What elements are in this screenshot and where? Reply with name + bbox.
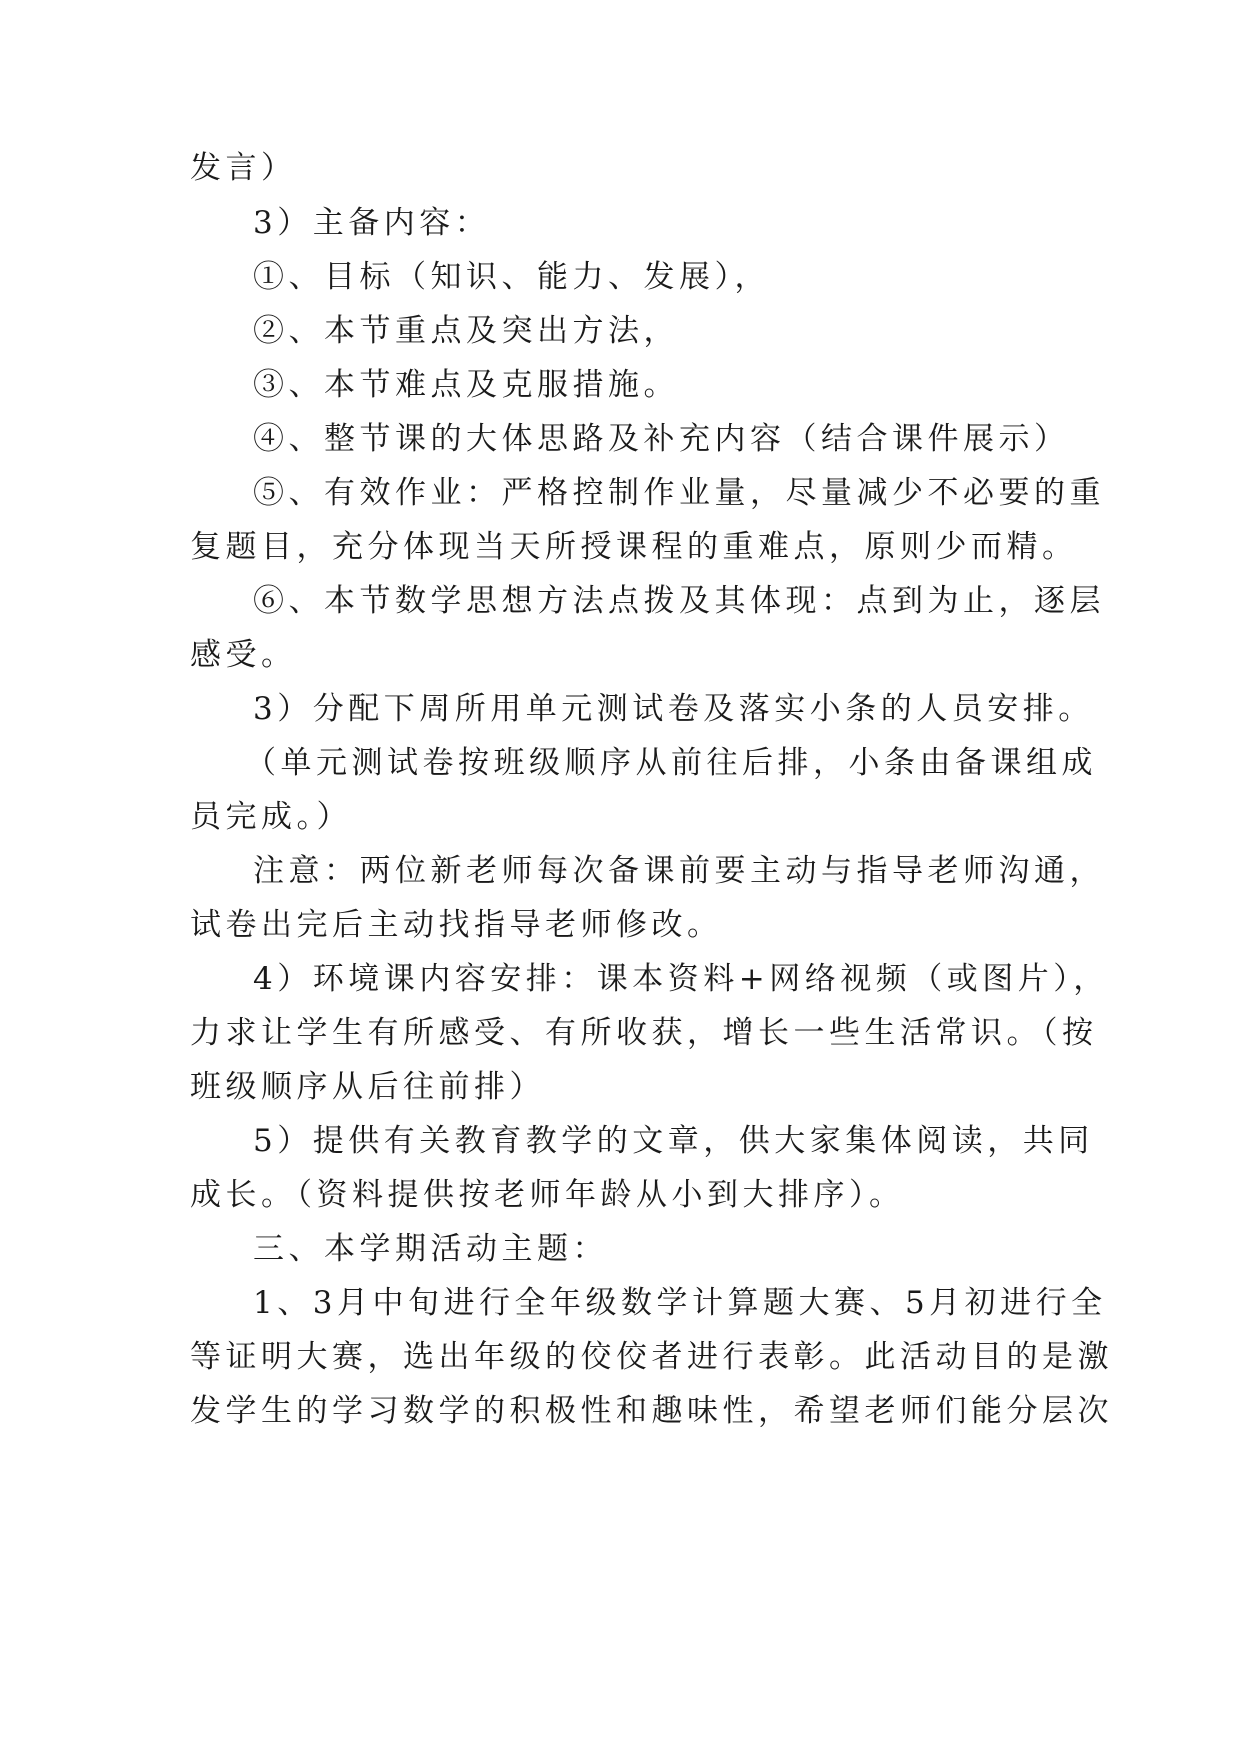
paragraph-line: （单元测试卷按班级顺序从前往后排，小条由备课组成 — [245, 745, 1097, 781]
note-line: 注意：两位新老师每次备课前要主动与指导老师沟通， — [253, 853, 1105, 889]
note-line: 试卷出完后主动找指导老师修改。 — [190, 907, 723, 943]
paragraph-line: 员完成。） — [190, 799, 352, 835]
paragraph-line: 发言） — [190, 150, 297, 186]
paragraph-line: 4）环境课内容安排：课本资料+网络视频（或图片）， — [253, 961, 1109, 997]
paragraph-line: 力求让学生有所感受、有所收获，增长一些生活常识。（按 — [190, 1015, 1098, 1051]
paragraph-line: 5）提供有关教育教学的文章，供大家集体阅读，共同 — [253, 1123, 1094, 1159]
paragraph-line: 3）分配下周所用单元测试卷及落实小条的人员安排。 — [253, 691, 1094, 727]
list-item-math-thinking: ⑥、本节数学思想方法点拨及其体现：点到为止，逐层 — [253, 583, 1105, 619]
paragraph-line: 感受。 — [190, 637, 297, 673]
list-item-key-points: ②、本节重点及突出方法， — [253, 313, 679, 349]
list-item-homework: ⑤、有效作业：严格控制作业量，尽量减少不必要的重 — [253, 475, 1105, 511]
list-item-lesson-outline: ④、整节课的大体思路及补充内容（结合课件展示） — [253, 421, 1070, 457]
section-heading: 三、本学期活动主题： — [253, 1231, 608, 1267]
paragraph-line: 3）主备内容： — [253, 205, 491, 241]
paragraph-line: 等证明大赛，选出年级的佼佼者进行表彰。此活动目的是激 — [190, 1339, 1113, 1375]
paragraph-line: 发学生的学习数学的积极性和趣味性，希望老师们能分层次 — [190, 1393, 1113, 1429]
paragraph-line: 成长。（资料提供按老师年龄从小到大排序）。 — [190, 1177, 905, 1213]
list-item-goals: ①、目标（知识、能力、发展）， — [253, 259, 770, 295]
paragraph-line: 复题目，充分体现当天所授课程的重难点，原则少而精。 — [190, 529, 1078, 565]
paragraph-line: 1、3月中旬进行全年级数学计算题大赛、5月初进行全 — [253, 1285, 1107, 1321]
paragraph-line: 班级顺序从后往前排） — [190, 1069, 545, 1105]
list-item-difficulties: ③、本节难点及克服措施。 — [253, 367, 679, 403]
